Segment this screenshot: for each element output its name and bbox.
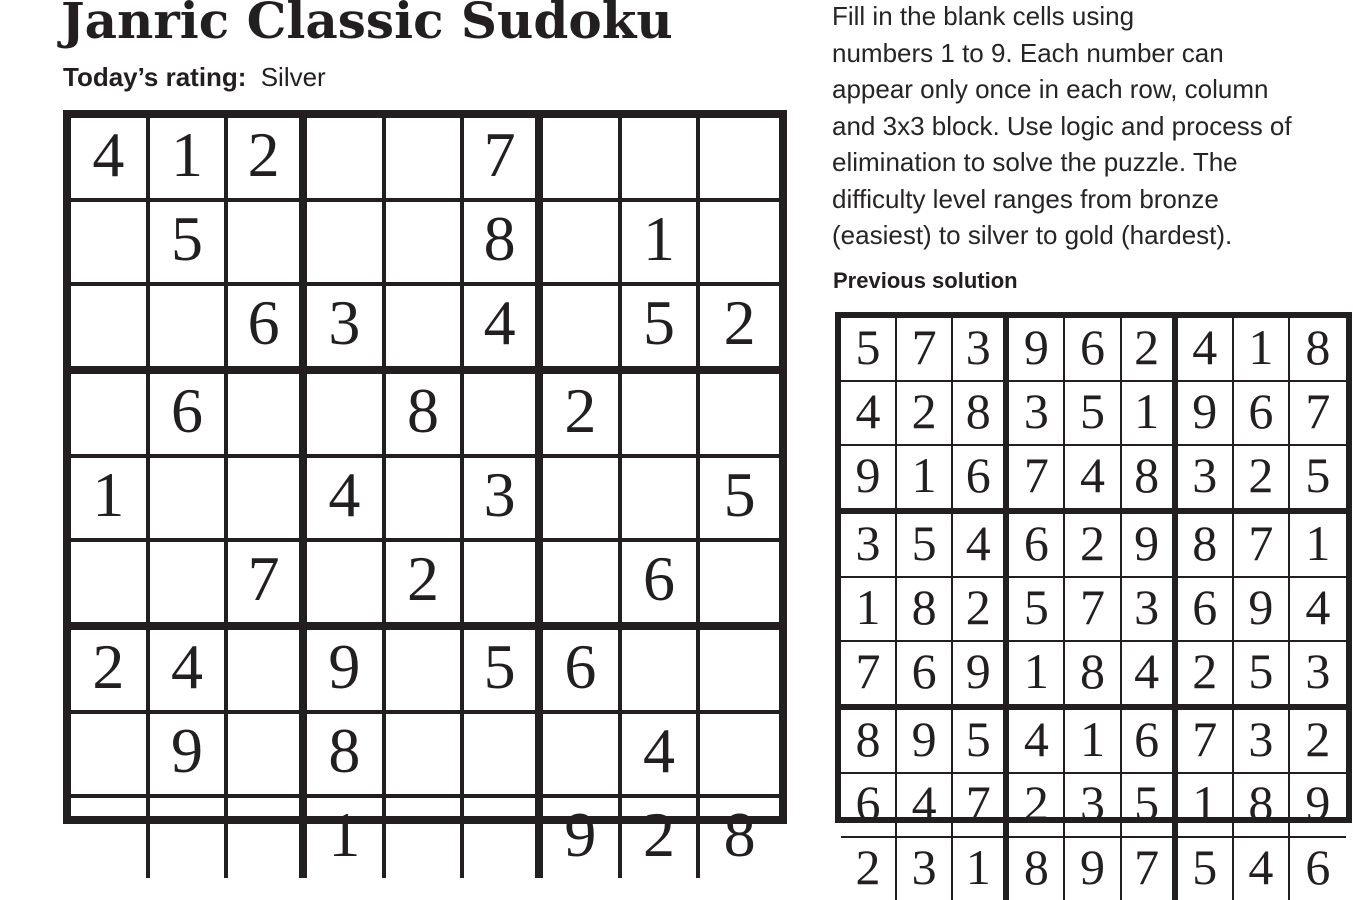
puzzle-cell[interactable] bbox=[700, 630, 779, 714]
puzzle-cell[interactable] bbox=[622, 374, 701, 458]
solution-cell: 7 bbox=[1290, 382, 1346, 446]
previous-solution-label: Previous solution bbox=[833, 268, 1018, 293]
solution-cell: 5 bbox=[1065, 382, 1121, 446]
puzzle-cell[interactable] bbox=[464, 374, 543, 458]
instructions-line: numbers 1 to 9. Each number can bbox=[832, 37, 1224, 68]
puzzle-cell: 5 bbox=[150, 202, 229, 286]
solution-cell: 5 bbox=[841, 318, 897, 382]
solution-cell: 1 bbox=[841, 578, 897, 642]
puzzle-cell[interactable] bbox=[700, 118, 779, 202]
solution-cell: 4 bbox=[1234, 838, 1290, 900]
puzzle-cell[interactable] bbox=[71, 286, 150, 374]
puzzle-cell: 4 bbox=[307, 458, 386, 542]
solution-cell: 6 bbox=[1122, 710, 1178, 774]
solution-cell: 8 bbox=[1178, 514, 1234, 578]
puzzle-cell: 5 bbox=[700, 458, 779, 542]
puzzle-cell[interactable] bbox=[307, 542, 386, 630]
puzzle-cell[interactable] bbox=[622, 118, 701, 202]
puzzle-cell[interactable] bbox=[543, 714, 622, 798]
solution-cell: 3 bbox=[953, 318, 1009, 382]
solution-cell: 4 bbox=[841, 382, 897, 446]
solution-cell: 6 bbox=[897, 642, 953, 710]
puzzle-cell[interactable] bbox=[307, 374, 386, 458]
puzzle-cell[interactable] bbox=[700, 202, 779, 286]
page-title: Janric Classic Sudoku bbox=[61, 0, 673, 50]
puzzle-cell[interactable] bbox=[700, 374, 779, 458]
puzzle-cell: 4 bbox=[71, 118, 150, 202]
puzzle-cell: 6 bbox=[543, 630, 622, 714]
rating-line bbox=[63, 62, 326, 93]
solution-cell: 8 bbox=[1009, 838, 1065, 900]
puzzle-cell[interactable] bbox=[228, 798, 307, 878]
solution-cell: 7 bbox=[1065, 578, 1121, 642]
puzzle-cell: 1 bbox=[150, 118, 229, 202]
instructions-line: and 3x3 block. Use logic and process of bbox=[832, 110, 1292, 141]
solution-cell: 5 bbox=[1290, 446, 1346, 514]
puzzle-cell: 6 bbox=[150, 374, 229, 458]
solution-cell: 9 bbox=[953, 642, 1009, 710]
solution-cell: 5 bbox=[953, 710, 1009, 774]
instructions-line: appear only once in each row, column bbox=[832, 74, 1269, 104]
solution-cell: 4 bbox=[953, 514, 1009, 578]
solution-cell: 4 bbox=[1178, 318, 1234, 382]
solution-cell: 7 bbox=[1234, 514, 1290, 578]
puzzle-cell: 2 bbox=[386, 542, 465, 630]
solution-cell: 1 bbox=[1009, 642, 1065, 710]
solution-cell: 3 bbox=[1234, 710, 1290, 774]
puzzle-cell[interactable] bbox=[228, 202, 307, 286]
puzzle-cell[interactable] bbox=[386, 714, 465, 798]
puzzle-cell[interactable] bbox=[150, 798, 229, 878]
puzzle-cell: 8 bbox=[307, 714, 386, 798]
solution-cell: 2 bbox=[1234, 446, 1290, 514]
puzzle-cell: 6 bbox=[228, 286, 307, 374]
puzzle-cell: 1 bbox=[71, 458, 150, 542]
puzzle-cell: 8 bbox=[723, 799, 756, 870]
puzzle-cell: 2 bbox=[700, 286, 779, 374]
puzzle-cell[interactable] bbox=[543, 542, 622, 630]
instructions-line: (easiest) to silver to gold (hardest). bbox=[832, 220, 1233, 250]
solution-cell: 7 bbox=[1009, 446, 1065, 514]
puzzle-cell[interactable] bbox=[386, 630, 465, 714]
solution-cell: 9 bbox=[897, 710, 953, 774]
puzzle-cell[interactable] bbox=[386, 202, 465, 286]
instructions-line: elimination to solve the puzzle. The bbox=[832, 147, 1238, 177]
rating-value: Silver bbox=[260, 62, 326, 92]
solution-cell: 3 bbox=[1009, 382, 1065, 446]
solution-cell: 4 bbox=[1009, 710, 1065, 774]
solution-cell: 3 bbox=[1065, 774, 1121, 838]
solution-cell: 9 bbox=[1234, 578, 1290, 642]
puzzle-cell[interactable] bbox=[71, 542, 150, 630]
puzzle-cell[interactable] bbox=[228, 630, 307, 714]
instructions-line: Fill in the blank cells using bbox=[832, 1, 1135, 31]
solution-cell: 8 bbox=[953, 382, 1009, 446]
solution-cell: 1 bbox=[1290, 514, 1346, 578]
solution-cell: 5 bbox=[1234, 642, 1290, 710]
solution-cell: 2 bbox=[841, 838, 897, 900]
instructions-text bbox=[832, 0, 1292, 254]
solution-cell: 5 bbox=[1009, 578, 1065, 642]
puzzle-cell: 4 bbox=[150, 630, 229, 714]
solution-cell: 6 bbox=[1178, 578, 1234, 642]
puzzle-cell[interactable] bbox=[228, 458, 307, 542]
puzzle-cell: 1 bbox=[307, 798, 386, 878]
puzzle-cell[interactable] bbox=[386, 118, 465, 202]
solution-cell: 9 bbox=[1122, 514, 1178, 578]
puzzle-cell[interactable] bbox=[71, 714, 150, 798]
solution-cell: 8 bbox=[1290, 318, 1346, 382]
solution-cell: 7 bbox=[841, 642, 897, 710]
solution-cell: 8 bbox=[1065, 642, 1121, 710]
solution-cell: 2 bbox=[1065, 514, 1121, 578]
solution-cell: 6 bbox=[1009, 514, 1065, 578]
solution-cell: 1 bbox=[953, 838, 1009, 900]
puzzle-cell[interactable] bbox=[150, 542, 229, 630]
puzzle-cell: 4 bbox=[464, 286, 543, 374]
solution-cell: 5 bbox=[897, 514, 953, 578]
puzzle-cell[interactable] bbox=[700, 714, 779, 798]
solution-cell: 2 bbox=[1178, 642, 1234, 710]
puzzle-cell: 5 bbox=[464, 630, 543, 714]
puzzle-cell: 8 bbox=[464, 202, 543, 286]
solution-cell: 1 bbox=[1065, 710, 1121, 774]
solution-cell: 5 bbox=[1178, 838, 1234, 900]
puzzle-cell: 1 bbox=[622, 202, 701, 286]
puzzle-cell[interactable] bbox=[228, 714, 307, 798]
solution-cell: 2 bbox=[953, 578, 1009, 642]
puzzle-cell[interactable] bbox=[543, 202, 622, 286]
puzzle-cell[interactable] bbox=[71, 202, 150, 286]
solution-cell: 1 bbox=[897, 446, 953, 514]
puzzle-cell: 7 bbox=[464, 118, 543, 202]
solution-cell: 3 bbox=[1290, 642, 1346, 710]
puzzle-cell: 3 bbox=[307, 286, 386, 374]
solution-cell: 4 bbox=[1065, 446, 1121, 514]
puzzle-cell: 4 bbox=[622, 714, 701, 798]
solution-cell: 3 bbox=[841, 514, 897, 578]
solution-cell: 1 bbox=[1178, 774, 1234, 838]
puzzle-cell[interactable] bbox=[71, 798, 150, 878]
solution-cell: 6 bbox=[1234, 382, 1290, 446]
sudoku-solution-grid bbox=[835, 312, 1352, 895]
solution-cell: 7 bbox=[897, 318, 953, 382]
solution-cell: 8 bbox=[1122, 446, 1178, 514]
solution-cell: 9 bbox=[1009, 318, 1065, 382]
puzzle-cell[interactable] bbox=[543, 458, 622, 542]
solution-cell: 7 bbox=[1178, 710, 1234, 774]
solution-cell: 2 bbox=[897, 382, 953, 446]
puzzle-cell[interactable] bbox=[543, 286, 622, 374]
solution-cell: 1 bbox=[1122, 382, 1178, 446]
solution-cell: 6 bbox=[841, 774, 897, 838]
puzzle-cell[interactable] bbox=[622, 458, 701, 542]
puzzle-cell[interactable] bbox=[386, 798, 465, 878]
puzzle-cell[interactable] bbox=[386, 286, 465, 374]
solution-cell: 9 bbox=[841, 446, 897, 514]
puzzle-cell: 2 bbox=[543, 374, 622, 458]
solution-cell: 2 bbox=[1009, 774, 1065, 838]
puzzle-cell: 2 bbox=[228, 118, 307, 202]
puzzle-cell[interactable] bbox=[150, 286, 229, 374]
solution-cell: 6 bbox=[953, 446, 1009, 514]
solution-cell: 6 bbox=[1065, 318, 1121, 382]
puzzle-cell: 2 bbox=[71, 630, 150, 714]
solution-cell: 2 bbox=[1290, 710, 1346, 774]
puzzle-cell[interactable] bbox=[464, 714, 543, 798]
puzzle-cell: 9 bbox=[543, 798, 622, 878]
instructions-line: difficulty level ranges from bronze bbox=[832, 183, 1219, 214]
solution-cell: 8 bbox=[841, 710, 897, 774]
puzzle-cell[interactable] bbox=[307, 118, 386, 202]
solution-cell: 2 bbox=[1122, 318, 1178, 382]
solution-cell: 7 bbox=[1122, 838, 1178, 900]
solution-cell: 3 bbox=[1178, 446, 1234, 514]
solution-cell: 9 bbox=[1290, 774, 1346, 838]
solution-cell: 8 bbox=[1234, 774, 1290, 838]
solution-cell: 3 bbox=[1122, 578, 1178, 642]
solution-cell: 3 bbox=[897, 838, 953, 900]
solution-cell: 6 bbox=[1305, 839, 1331, 895]
puzzle-cell[interactable] bbox=[543, 118, 622, 202]
solution-cell: 4 bbox=[1290, 578, 1346, 642]
puzzle-cell[interactable] bbox=[464, 542, 543, 630]
solution-cell: 4 bbox=[1122, 642, 1178, 710]
puzzle-cell: 2 bbox=[622, 798, 701, 878]
puzzle-cell: 6 bbox=[622, 542, 701, 630]
solution-cell: 8 bbox=[897, 578, 953, 642]
puzzle-cell[interactable] bbox=[228, 374, 307, 458]
puzzle-cell[interactable] bbox=[622, 630, 701, 714]
puzzle-cell[interactable] bbox=[464, 798, 543, 878]
puzzle-cell: 9 bbox=[150, 714, 229, 798]
solution-cell: 9 bbox=[1178, 382, 1234, 446]
puzzle-cell[interactable] bbox=[307, 202, 386, 286]
solution-cell: 1 bbox=[1234, 318, 1290, 382]
puzzle-cell: 5 bbox=[622, 286, 701, 374]
solution-cell: 9 bbox=[1065, 838, 1121, 900]
puzzle-cell[interactable] bbox=[386, 458, 465, 542]
solution-cell: 7 bbox=[953, 774, 1009, 838]
puzzle-cell[interactable] bbox=[71, 374, 150, 458]
puzzle-cell: 8 bbox=[386, 374, 465, 458]
puzzle-cell[interactable] bbox=[700, 542, 779, 630]
solution-cell: 5 bbox=[1122, 774, 1178, 838]
puzzle-cell: 3 bbox=[464, 458, 543, 542]
puzzle-cell: 7 bbox=[228, 542, 307, 630]
puzzle-cell[interactable] bbox=[150, 458, 229, 542]
rating-label: Today’s rating: bbox=[63, 62, 247, 92]
solution-cell: 4 bbox=[897, 774, 953, 838]
sudoku-puzzle-grid[interactable] bbox=[63, 110, 787, 870]
puzzle-cell: 9 bbox=[307, 630, 386, 714]
